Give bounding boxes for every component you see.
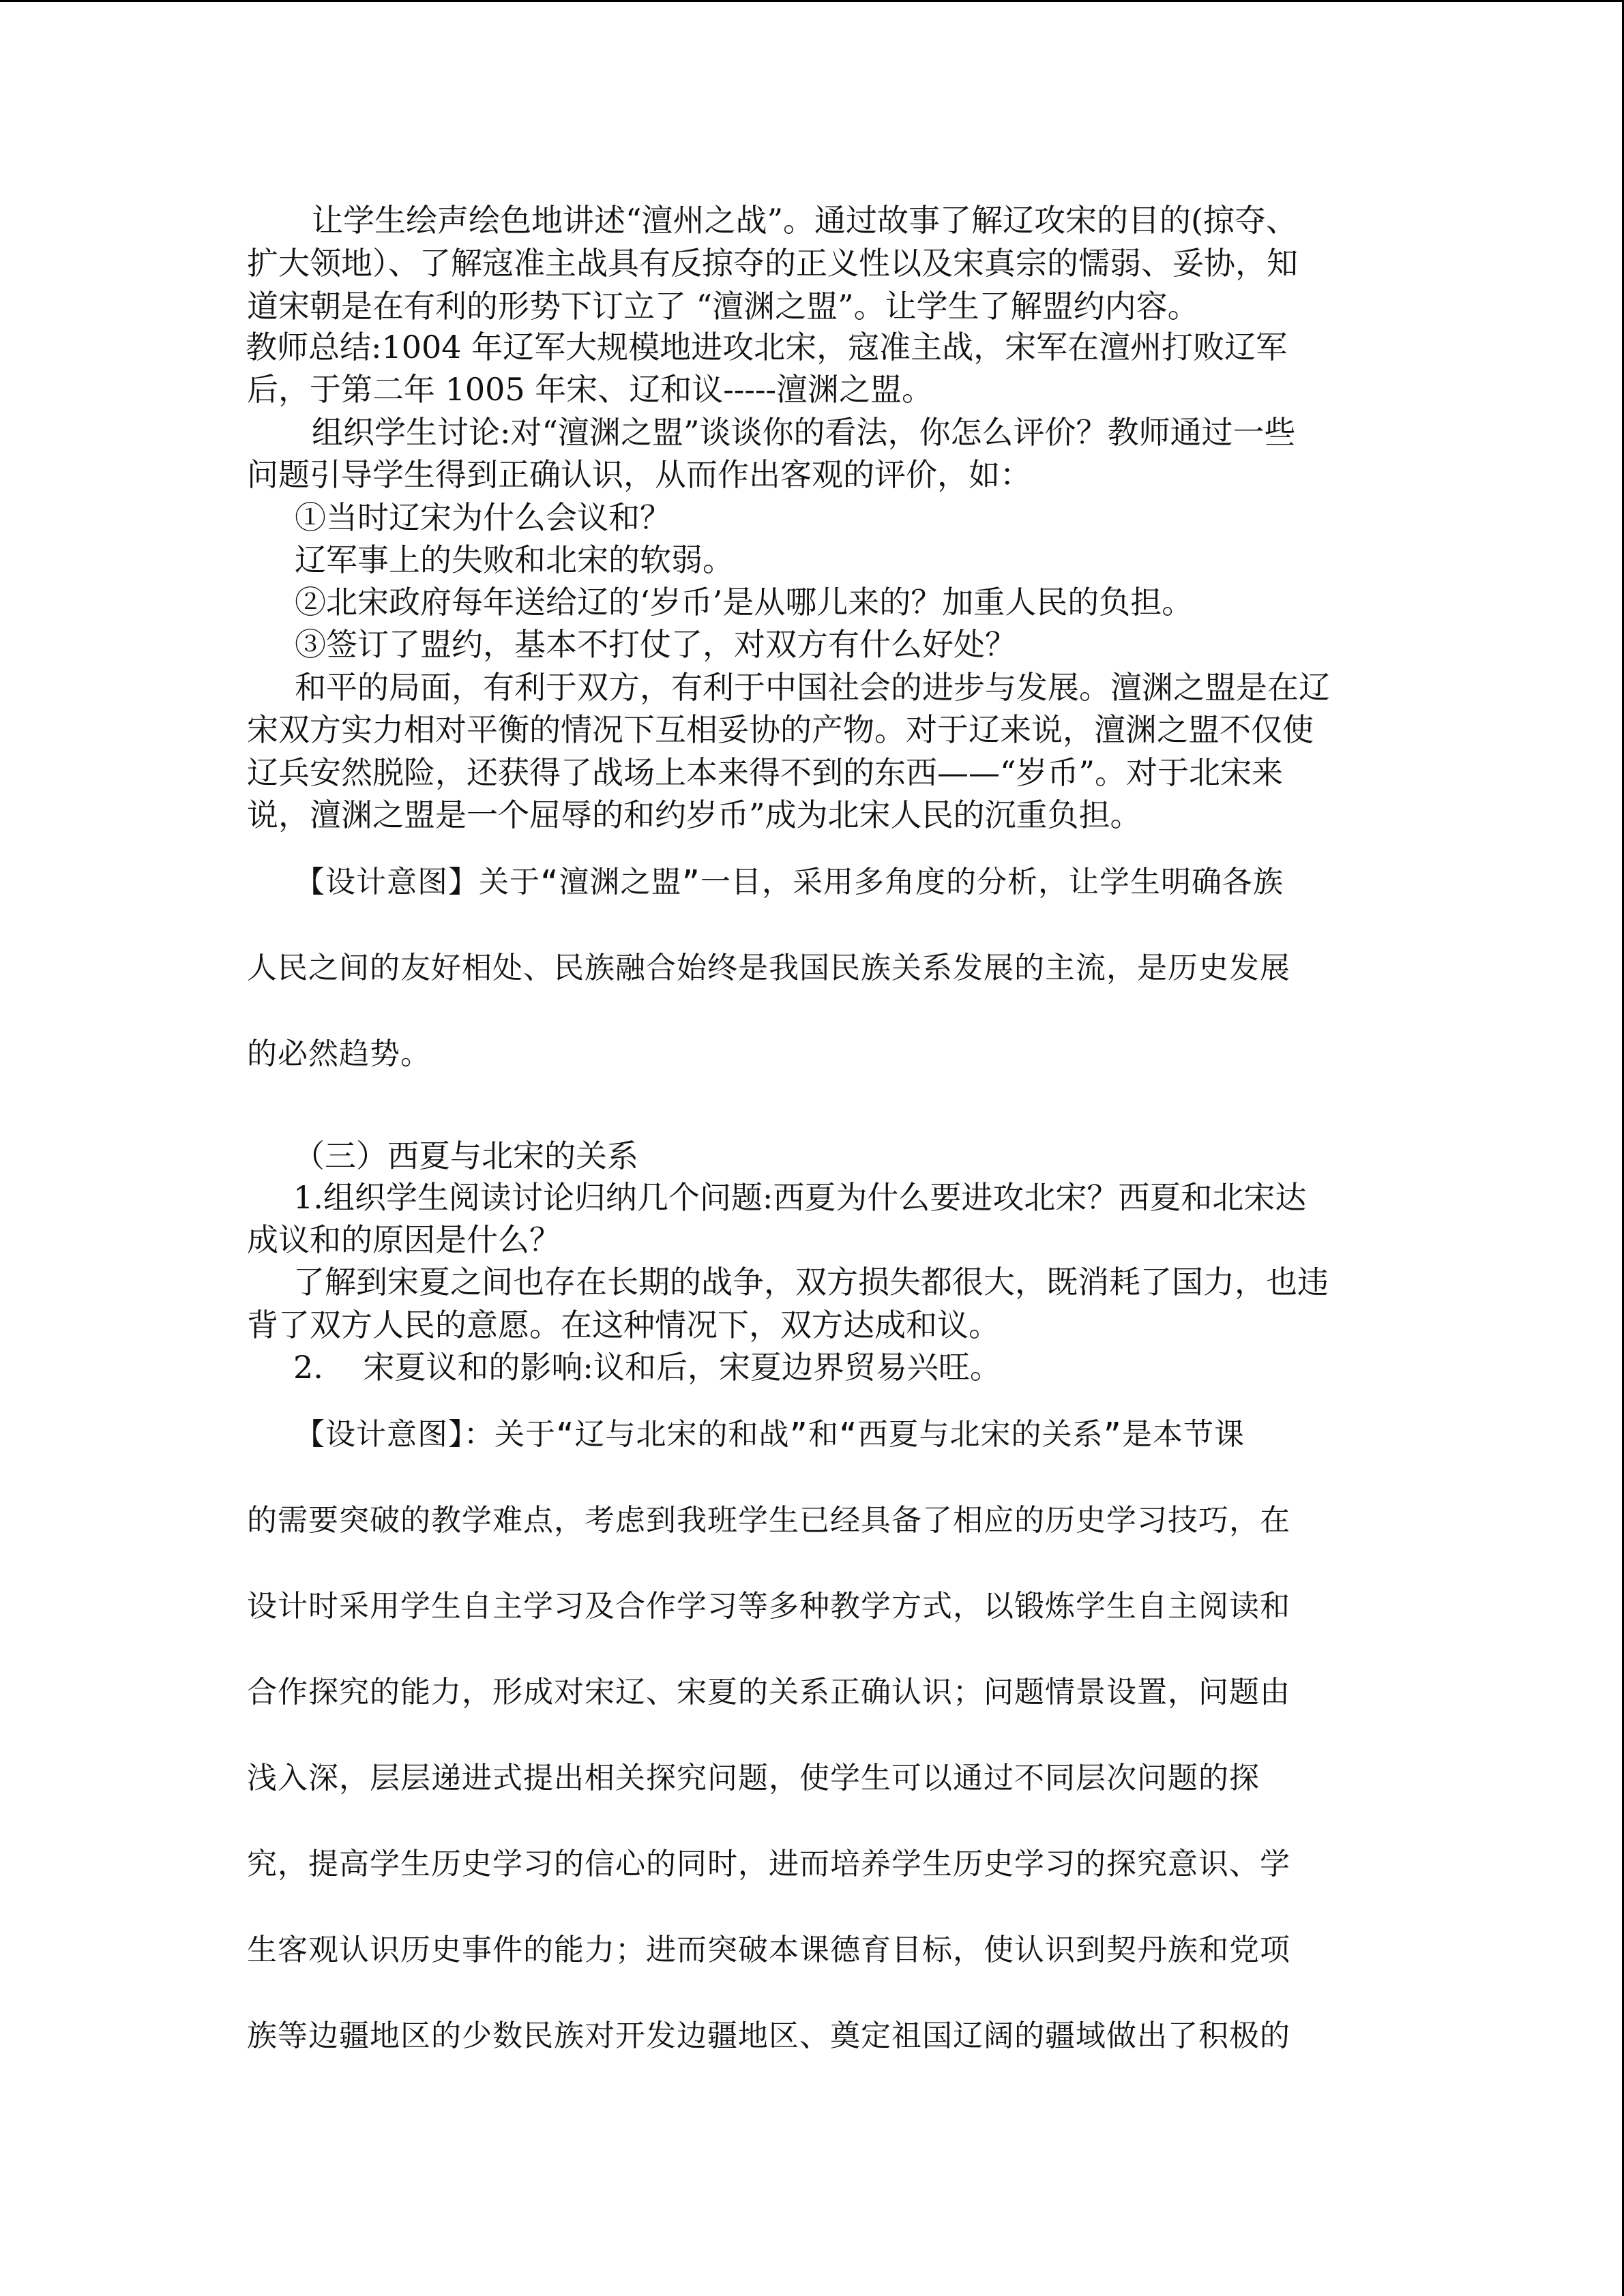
design-intent-line: 族等边疆地区的少数民族对开发边疆地区、奠定祖国辽阔的疆域做出了积极的: [247, 2018, 1290, 2053]
design-intent-line: 【设计意图】关于“澶渊之盟”一目，采用多角度的分析，让学生明确各族: [295, 865, 1284, 899]
text-line: 组织学生讨论:对“澶渊之盟”谈谈你的看法，你怎么评价？教师通过一些: [312, 414, 1296, 451]
text-line: 教师总结:1004 年辽军大规模地进攻北宋，寇准主战，宋军在澶州打败辽军: [246, 329, 1288, 366]
text-line: 背了双方人民的意愿。在这种情况下，双方达成和议。: [247, 1307, 1000, 1343]
text-line: ②北宋政府每年送给辽的‘岁币’是从哪儿来的？加重人民的负担。: [295, 584, 1194, 621]
design-intent-line: 的必然趋势。: [247, 1037, 431, 1071]
page-border-top: [0, 0, 1624, 2]
text-line: 1.组织学生阅读讨论归纳几个问题:西夏为什么要进攻北宋？西夏和北宋达: [293, 1179, 1307, 1216]
text-line: 成议和的原因是什么？: [247, 1221, 561, 1258]
design-intent-line: 的需要突破的教学难点，考虑到我班学生已经具备了相应的历史学习技巧，在: [247, 1503, 1290, 1538]
text-line: 道宋朝是在有利的形势下订立了 “澶渊之盟”。让学生了解盟约内容。: [247, 288, 1199, 325]
text-line: 问题引导学生得到正确认识，从而作出客观的评价，如：: [247, 456, 1031, 493]
text-line: 辽军事上的失败和北宋的软弱。: [295, 541, 734, 578]
text-line: 了解到宋夏之间也存在长期的战争，双方损失都很大，既消耗了国力，也违: [293, 1264, 1329, 1300]
design-intent-line: 设计时采用学生自主学习及合作学习等多种教学方式，以锻炼学生自主阅读和: [247, 1589, 1290, 1624]
text-line: ③签订了盟约，基本不打仗了，对双方有什么好处？: [295, 626, 1016, 663]
design-intent-line: 合作探究的能力，形成对宋辽、宋夏的关系正确认识；问题情景设置，问题由: [247, 1675, 1290, 1710]
text-line: 辽兵安然脱险，还获得了战场上本来得不到的东西——“岁币”。对于北宋来: [247, 754, 1284, 791]
text-line: 宋双方实力相对平衡的情况下互相妥协的产物。对于辽来说，澶渊之盟不仅使: [247, 711, 1314, 748]
design-intent-line: 【设计意图】：关于“辽与北宋的和战”和“西夏与北宋的关系”是本节课: [295, 1417, 1245, 1452]
text-line: 后，于第二年 1005 年宋、辽和议-----澶渊之盟。: [247, 371, 934, 408]
text-line: ①当时辽宋为什么会议和？: [295, 499, 671, 536]
text-line: 扩大领地）、了解寇准主战具有反掠夺的正义性以及宋真宗的懦弱、妥协，知: [247, 245, 1298, 282]
design-intent-line: 究，提高学生历史学习的信心的同时，进而培养学生历史学习的探究意识、学: [247, 1847, 1290, 1881]
design-intent-line: 浅入深，层层递进式提出相关探究问题，使学生可以通过不同层次问题的探: [247, 1761, 1260, 1795]
text-line: 和平的局面，有利于双方，有利于中国社会的进步与发展。澶渊之盟是在辽: [295, 669, 1330, 706]
text-line: 让学生绘声绘色地讲述“澶州之战”。通过故事了解辽攻宋的目的(掠夺、: [312, 202, 1297, 239]
text-line: 说，澶渊之盟是一个屈辱的和约岁币”成为北宋人民的沉重负担。: [247, 796, 1142, 833]
text-line: 2. 宋夏议和的影响:议和后，宋夏边界贸易兴旺。: [293, 1349, 1001, 1386]
design-intent-line: 生客观认识历史事件的能力；进而突破本课德育目标，使认识到契丹族和党项: [247, 1933, 1290, 1967]
design-intent-line: 人民之间的友好相处、民族融合始终是我国民族关系发展的主流，是历史发展: [247, 951, 1290, 985]
section-heading: （三）西夏与北宋的关系: [293, 1137, 638, 1174]
